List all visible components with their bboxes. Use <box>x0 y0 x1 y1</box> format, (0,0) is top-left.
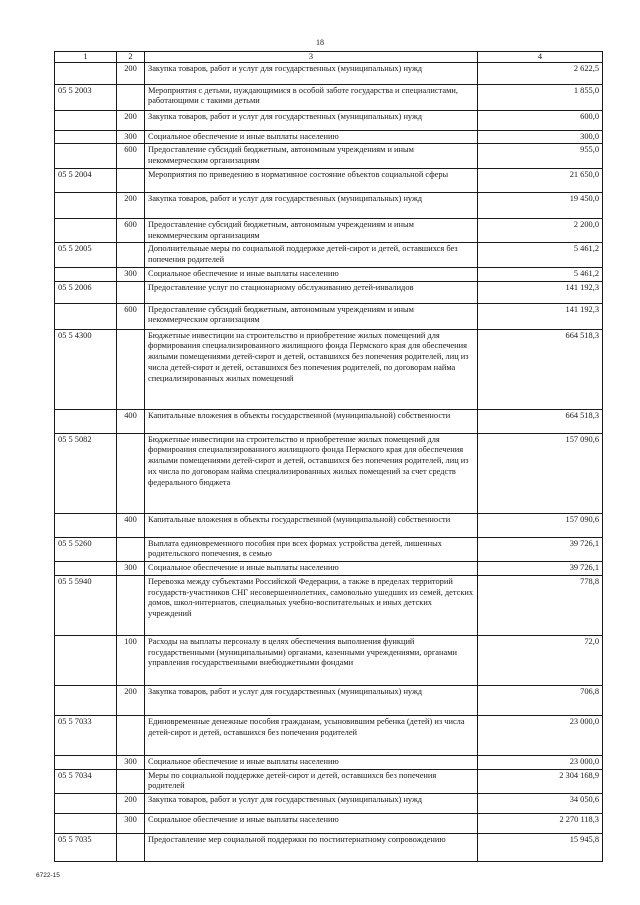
row-expense-type <box>117 575 145 635</box>
table-row <box>55 513 603 537</box>
row-expense-type <box>117 168 145 192</box>
row-expense-type <box>117 243 145 268</box>
footer-code: 6722-15 <box>36 872 60 879</box>
row-amount: 34 050,6 <box>478 794 603 814</box>
row-amount: 955,0 <box>478 144 603 169</box>
row-code <box>55 409 117 433</box>
row-code: 05 5 4300 <box>55 329 117 409</box>
row-amount: 664 518,3 <box>478 329 603 409</box>
table-row <box>55 168 603 192</box>
row-amount: 5 461,2 <box>478 243 603 268</box>
row-name: Социальное обеспечение и иные выплаты населению <box>145 755 478 769</box>
row-amount: 5 461,2 <box>478 267 603 281</box>
row-expense-type: 200 <box>117 62 145 84</box>
row-code <box>55 192 117 218</box>
row-name: Социальное обеспечение и иные выплаты населению <box>145 814 478 834</box>
row-name: Закупка товаров, работ и услуг для государственных (муниципальных) нужд <box>145 192 478 218</box>
row-expense-type <box>117 537 145 562</box>
row-expense-type: 100 <box>117 635 145 685</box>
table-row <box>55 537 603 562</box>
row-name: Социальное обеспечение и иные выплаты населению <box>145 130 478 144</box>
row-name: Бюджетные инвестиции на строительство и приобретение жилых помещений для формироания специализированного жилищного фонда Пермского края для обеспечения жилыми помещениями детей-сирот и детей, оставшихся без попечения родителей, лиц из их числа по договорам найма специализированных жилых помещений за счет средств федерального бюджета <box>145 433 478 513</box>
row-code: 05 5 2004 <box>55 168 117 192</box>
row-expense-type: 600 <box>117 218 145 243</box>
row-code: 05 5 7033 <box>55 715 117 755</box>
table-row <box>55 218 603 243</box>
row-code: 05 5 7034 <box>55 769 117 794</box>
row-name: Закупка товаров, работ и услуг для государственных (муниципальных) нужд <box>145 62 478 84</box>
table-row <box>55 685 603 715</box>
row-expense-type <box>117 715 145 755</box>
row-expense-type: 300 <box>117 130 145 144</box>
row-code: 05 5 5940 <box>55 575 117 635</box>
row-expense-type: 200 <box>117 685 145 715</box>
row-expense-type <box>117 329 145 409</box>
row-expense-type <box>117 281 145 303</box>
row-expense-type <box>117 84 145 110</box>
table-row <box>55 303 603 329</box>
row-code: 05 5 2005 <box>55 243 117 268</box>
row-name: Выплата единовременного пособия при всех формах устройства детей, лишенных родительского попечения, в семью <box>145 537 478 562</box>
row-amount: 2 622,5 <box>478 62 603 84</box>
row-amount: 15 945,8 <box>478 834 603 862</box>
row-name: Социальное обеспечение и иные выплаты населению <box>145 562 478 576</box>
table-row <box>55 62 603 84</box>
row-amount: 2 200,0 <box>478 218 603 243</box>
row-code <box>55 303 117 329</box>
row-expense-type <box>117 769 145 794</box>
row-code <box>55 635 117 685</box>
header-col-1: 1 <box>55 52 117 63</box>
row-expense-type: 600 <box>117 144 145 169</box>
row-code: 05 5 7035 <box>55 834 117 862</box>
table-row <box>55 715 603 755</box>
row-name: Перевозка между субъектами Российской Федерации, а также в пределах территорий государств-участников СНГ несовершеннолетних, самовольно ушедших из семей, детских домов, школ-интернатов, специальных учебно-воспитательных и иных детских учреждений <box>145 575 478 635</box>
row-name: Закупка товаров, работ и услуг для государственных (муниципальных) нужд <box>145 794 478 814</box>
table-row <box>55 575 603 635</box>
row-name: Социальное обеспечение и иные выплаты населению <box>145 267 478 281</box>
row-expense-type: 400 <box>117 409 145 433</box>
row-name: Единовременные денежные пособия гражданам, усыновившим ребенка (детей) из числа детей-сирот и детей, оставшихся без попечения родителей <box>145 715 478 755</box>
row-code <box>55 755 117 769</box>
row-name: Предоставление субсидий бюджетным, автономным учреждениям и иным некоммерческим организациям <box>145 218 478 243</box>
row-name: Предоставление субсидий бюджетным, автономным учреждениям и иным некоммерческим организациям <box>145 303 478 329</box>
row-amount: 706,8 <box>478 685 603 715</box>
budget-table <box>54 51 603 862</box>
row-expense-type: 300 <box>117 562 145 576</box>
row-code: 05 5 5082 <box>55 433 117 513</box>
row-expense-type: 300 <box>117 267 145 281</box>
row-name: Капитальные вложения в объекты государственной (муниципальной) собственности <box>145 513 478 537</box>
row-code <box>55 513 117 537</box>
row-amount: 157 090,6 <box>478 513 603 537</box>
row-name: Мероприятия с детьми, нуждающимися в особой заботе государства и специалистами, работающими с такими детьми <box>145 84 478 110</box>
table-row <box>55 409 603 433</box>
table-row <box>55 281 603 303</box>
row-amount: 21 650,0 <box>478 168 603 192</box>
header-col-3: 3 <box>145 52 478 63</box>
row-amount: 23 000,0 <box>478 755 603 769</box>
table-row <box>55 834 603 862</box>
table-row <box>55 243 603 268</box>
row-code <box>55 794 117 814</box>
row-code <box>55 562 117 576</box>
row-expense-type: 300 <box>117 755 145 769</box>
row-expense-type: 200 <box>117 110 145 130</box>
row-amount: 141 192,3 <box>478 281 603 303</box>
row-expense-type <box>117 834 145 862</box>
row-code <box>55 130 117 144</box>
table-row <box>55 814 603 834</box>
row-name: Меры по социальной поддержке детей-сирот и детей, оставшихся без попечения родителей <box>145 769 478 794</box>
row-amount: 72,0 <box>478 635 603 685</box>
row-code <box>55 110 117 130</box>
row-amount: 300,0 <box>478 130 603 144</box>
page-number: 18 <box>316 38 324 47</box>
row-code <box>55 62 117 84</box>
row-code: 05 5 5260 <box>55 537 117 562</box>
row-amount: 778,8 <box>478 575 603 635</box>
row-expense-type: 200 <box>117 794 145 814</box>
row-amount: 664 518,3 <box>478 409 603 433</box>
row-expense-type: 600 <box>117 303 145 329</box>
row-name: Предоставление мер социальной поддержки по постинтернатному сопровождению <box>145 834 478 862</box>
row-amount: 1 855,0 <box>478 84 603 110</box>
table-row <box>55 144 603 169</box>
table-row <box>55 794 603 814</box>
table-row <box>55 192 603 218</box>
row-code: 05 5 2003 <box>55 84 117 110</box>
row-amount: 600,0 <box>478 110 603 130</box>
header-col-4: 4 <box>478 52 603 63</box>
row-name: Предоставление субсидий бюджетным, автономным учреждениям и иным некоммерческим организациям <box>145 144 478 169</box>
row-name: Расходы на выплаты персоналу в целях обеспечения выполнения функций государственными (муниципальными) органами, казенными учреждениями, органами управления государственными внебюджетными фондами <box>145 635 478 685</box>
row-expense-type: 300 <box>117 814 145 834</box>
row-name: Закупка товаров, работ и услуг для государственных (муниципальных) нужд <box>145 110 478 130</box>
table-header-row <box>55 52 603 63</box>
row-name: Закупка товаров, работ и услуг для государственных (муниципальных) нужд <box>145 685 478 715</box>
table-row <box>55 267 603 281</box>
row-expense-type: 200 <box>117 192 145 218</box>
row-amount: 19 450,0 <box>478 192 603 218</box>
row-code: 05 5 2006 <box>55 281 117 303</box>
table-row <box>55 84 603 110</box>
table-row <box>55 329 603 409</box>
table-row <box>55 433 603 513</box>
table-row <box>55 110 603 130</box>
row-amount: 141 192,3 <box>478 303 603 329</box>
row-code <box>55 218 117 243</box>
row-name: Дополнительные меры по социальной поддержке детей-сирот и детей, оставшихся без попечения родителей <box>145 243 478 268</box>
table-row <box>55 130 603 144</box>
row-code <box>55 144 117 169</box>
table-row <box>55 769 603 794</box>
row-amount: 2 304 168,9 <box>478 769 603 794</box>
table-row <box>55 755 603 769</box>
table-row <box>55 562 603 576</box>
row-name: Предоставление услуг по стационарному обслуживанию детей-инвалидов <box>145 281 478 303</box>
row-code <box>55 685 117 715</box>
row-code <box>55 814 117 834</box>
row-name: Капитальные вложения в объекты государственной (муниципальной) собственности <box>145 409 478 433</box>
row-amount: 39 726,1 <box>478 537 603 562</box>
header-col-2: 2 <box>117 52 145 63</box>
row-amount: 157 090,6 <box>478 433 603 513</box>
row-amount: 39 726,1 <box>478 562 603 576</box>
row-amount: 23 000,0 <box>478 715 603 755</box>
row-expense-type <box>117 433 145 513</box>
row-amount: 2 270 118,3 <box>478 814 603 834</box>
row-code <box>55 267 117 281</box>
row-expense-type: 400 <box>117 513 145 537</box>
row-name: Бюджетные инвестиции на строительство и приобретение жилых помещений для формирования специализированного жилищного фонда Пермского края для обеспечения жилыми помещениями детей-сирот и детей, оставшихся без попечения родителей, лиц из числа детей-сирот и детей, оставшихся без попечения родителей, по договорам найма специализированных жилых помещений <box>145 329 478 409</box>
table-row <box>55 635 603 685</box>
row-name: Мероприятия по приведению в нормативное состояние объектов социальной сферы <box>145 168 478 192</box>
